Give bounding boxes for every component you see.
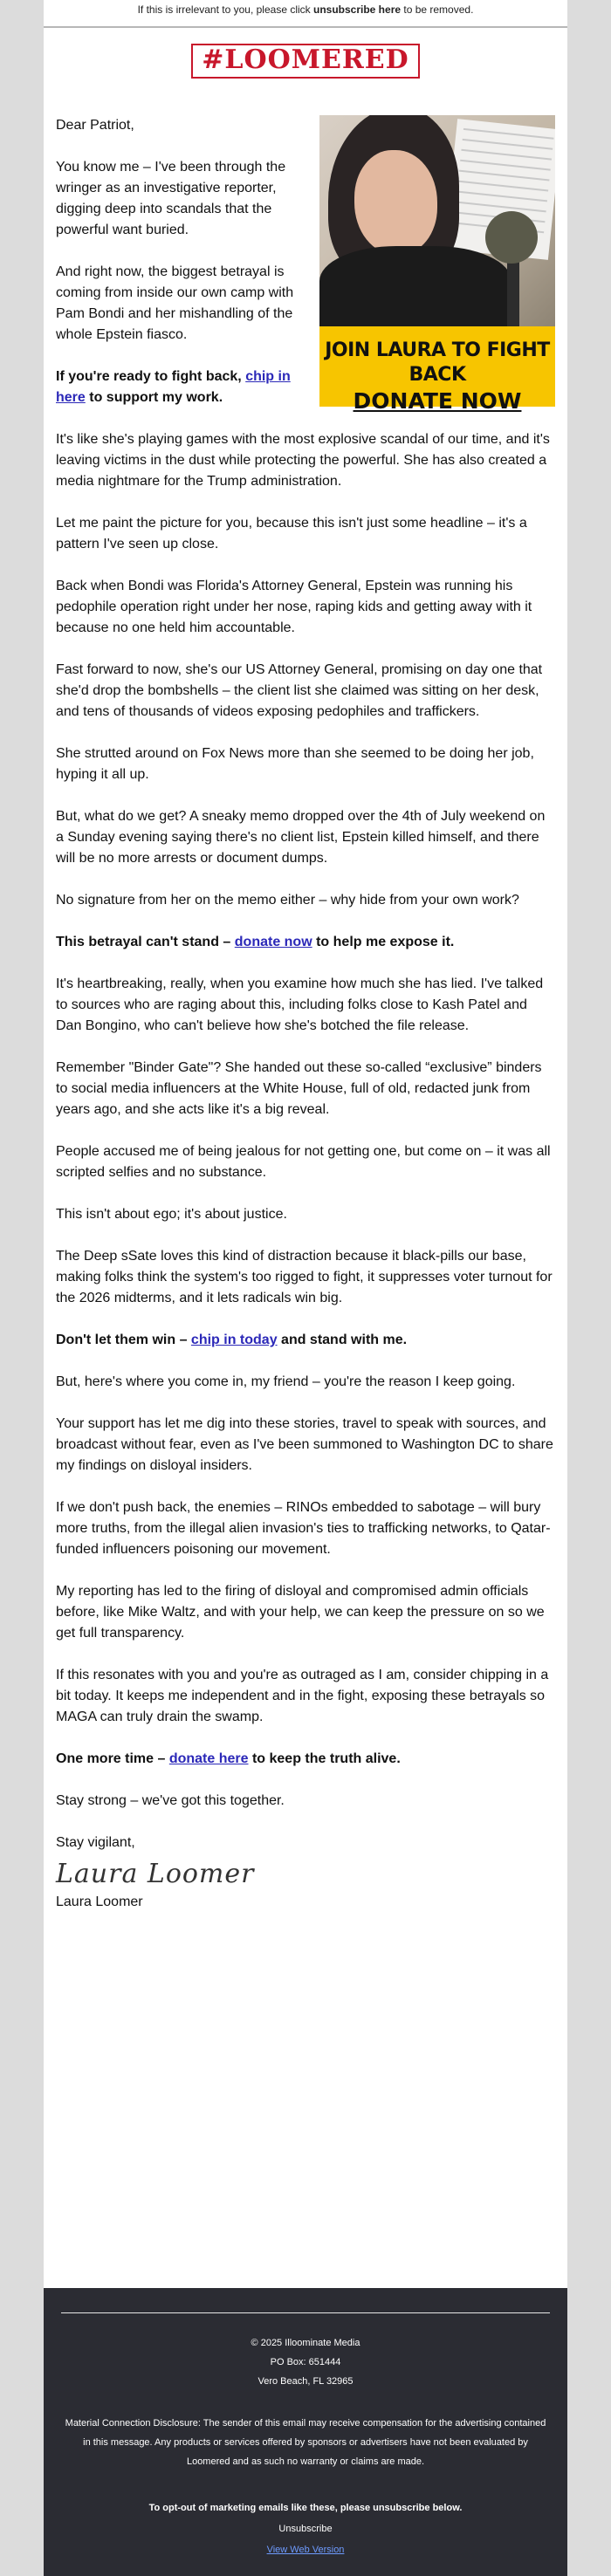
paragraph: If we don't push back, the enemies – RINOs embedded to sabotage – will bury more truths, from the illegal alien invasion's ties to trafficking networks, to Qatar-funded influencers poisoning our movement. (56, 1500, 551, 1557)
view-web-version-link[interactable]: View Web Version (266, 2545, 345, 2555)
paragraph: And right now, the biggest betrayal is coming from inside our own camp with Pam Bondi and her mishandling of the whole Epstein fiasco. (56, 264, 294, 342)
donate-here-link[interactable]: donate here (168, 1751, 249, 1766)
cta-text: If you're ready to fight back, (56, 369, 246, 384)
cta-text: One more time – (56, 1751, 169, 1766)
shirt-shape (319, 246, 511, 326)
donate-banner[interactable] (319, 326, 555, 414)
paragraph: Let me paint the picture for you, because this isn't just some headline – it's a pattern I've seen up close. (56, 516, 527, 552)
signature-image: Laura Loomer (56, 1859, 255, 1889)
cta-text: to support my work. (85, 390, 223, 405)
cta-paragraph (56, 1330, 555, 1351)
paragraph: The Deep sSate loves this kind of distraction because it black-pills our base, making folks think the system's too rigged to fight, it suppresses voter turnout for the 2026 midterms, and it lets radicals win big. (56, 1249, 553, 1305)
unsubscribe-link[interactable]: Unsubscribe (278, 2524, 333, 2534)
copyright: © 2025 Illoominate Media (251, 2338, 360, 2348)
footer-address (44, 2333, 567, 2391)
donate-now-link[interactable]: donate now (234, 935, 312, 949)
preheader-bar (44, 0, 567, 28)
footer (44, 2288, 567, 2576)
paragraph: Stay strong – we've got this together. (56, 1793, 285, 1808)
paragraph: People accused me of being jealous for not getting one, but come on – it was all scripted selfies and no substance. (56, 1144, 551, 1180)
logo-container (44, 44, 567, 79)
cta-text: to keep the truth alive. (248, 1751, 401, 1766)
paragraph: Your support has let me dig into these stories, travel to speak with sources, and broadcast without fear, even as I've been summoned to Washington DC to share my findings on disloyal insiders. (56, 1416, 553, 1473)
paragraph: You know me – I've been through the wringer as an investigative reporter, digging deep into scandals that the powerful want buried. (56, 160, 286, 237)
cta-paragraph (56, 932, 555, 953)
paragraph: Fast forward to now, she's our US Attorney General, promising on day one that she'd drop the bombshells – the client list she claimed was sitting on her desk, and tens of thousands of videos exposing pedophiles and traffickers. (56, 662, 543, 719)
cta-paragraph (56, 1749, 555, 1770)
optout-text: To opt-out of marketing emails like these, please unsubscribe below. (148, 2503, 463, 2513)
paragraph: But, here's where you come in, my friend – you're the reason I keep going. (56, 1374, 516, 1389)
donate-hero-image[interactable] (319, 115, 555, 414)
mic-arm-shape (507, 255, 519, 326)
cta-text: This betrayal can't stand – (56, 935, 235, 949)
footer-divider (61, 2312, 550, 2313)
paragraph: It's like she's playing games with the most explosive scandal of our time, and it's leaving victims in the dust while protecting the powerful. She has also created a media nightmare for the Trump administration. (56, 432, 550, 489)
face-shape (354, 150, 437, 255)
banner-line1: JOIN LAURA TO FIGHT BACK (325, 339, 550, 386)
chip-in-here-link[interactable]: chip in here (56, 369, 291, 405)
preheader-text-before: If this is irrelevant to you, please click (137, 3, 313, 16)
loomered-logo[interactable]: #LOOMERED (191, 44, 419, 79)
paragraph: This isn't about ego; it's about justice. (56, 1207, 287, 1222)
paragraph: She strutted around on Fox News more than she seemed to be doing her job, hyping it all up. (56, 746, 534, 782)
microphone-icon (485, 211, 538, 264)
paragraph: My reporting has led to the firing of disloyal and compromised admin officials before, like Mike Waltz, and with your help, we can keep the pressure on so we get full transparency. (56, 1584, 545, 1641)
email-card (44, 28, 567, 2288)
cta-text: to help me expose it. (312, 935, 455, 949)
paragraph: If this resonates with you and you're as outraged as I am, consider chipping in a bit today. It keeps me independent and in the fight, exposing these betrayals so MAGA can truly drain the swamp. (56, 1668, 549, 1724)
unsubscribe-here-link[interactable]: unsubscribe here (313, 3, 402, 16)
po-box: PO Box: 651444 (270, 2357, 341, 2367)
cta-text: and stand with me. (277, 1333, 408, 1347)
paragraph: Back when Bondi was Florida's Attorney General, Epstein was running his pedophile operation right under her nose, raping kids and getting away with it because no one held him accountable. (56, 579, 532, 635)
chip-in-today-link[interactable]: chip in today (190, 1333, 278, 1347)
preheader-text-after: to be removed. (401, 3, 474, 16)
laura-photo (319, 115, 555, 326)
closing: Stay vigilant, (56, 1835, 135, 1850)
greeting: Dear Patriot, (56, 118, 134, 133)
city: Vero Beach, FL 32965 (257, 2376, 354, 2387)
banner-donate-now[interactable]: DONATE NOW (353, 388, 522, 414)
paragraph: It's heartbreaking, really, when you examine how much she has lied. I've talked to sources who are raging about this, including folks close to Kash Patel and Dan Bongino, who can't believe how she's botched the file release. (56, 976, 544, 1033)
disclosure: Material Connection Disclosure: The sender of this email may receive compensation for the advertising contained in this message. Any products or services offered by sponsors or advertisers have not been evaluated by Loomered and as such no warranty or claims are made. (65, 2418, 546, 2467)
paragraph: No signature from her on the memo either – why hide from your own work? (56, 893, 519, 908)
paragraph: Remember "Binder Gate"? She handed out these so-called “exclusive” binders to social media influencers at the White House, full of old, redacted junk from years ago, and she acts like it's a big reveal. (56, 1060, 542, 1117)
email-body (56, 115, 555, 1913)
signature-name: Laura Loomer (56, 1894, 143, 1909)
paragraph: But, what do we get? A sneaky memo dropped over the 4th of July weekend on a Sunday evening saying there's no client list, Epstein killed himself, and there will be no more arrests or document dumps. (56, 809, 546, 866)
cta-text: Don't let them win – (56, 1333, 191, 1347)
